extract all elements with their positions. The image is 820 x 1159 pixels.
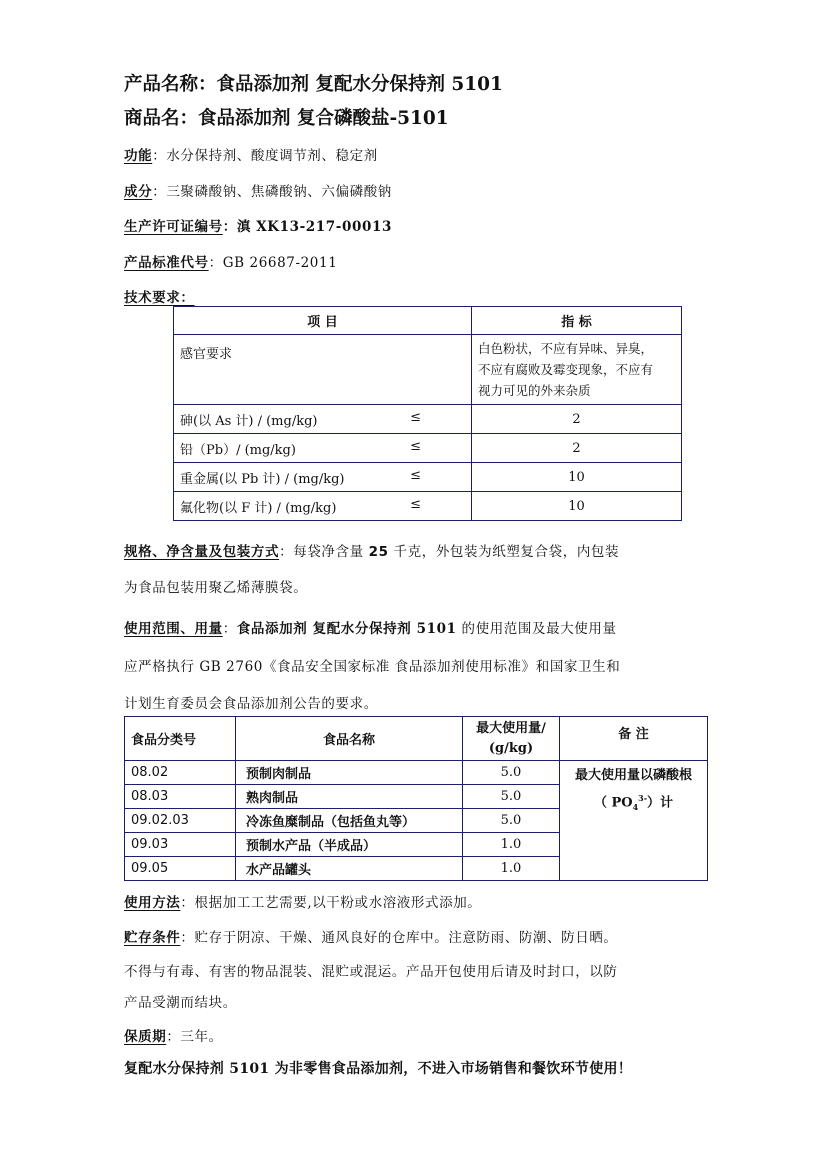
tech-row xyxy=(174,463,682,492)
storage-line-3: 产品受潮而结块。 xyxy=(124,995,237,1011)
tech-header-item: 项 目 xyxy=(174,307,472,335)
sensory-value-line: 视力可见的外来杂质 xyxy=(478,383,591,398)
license-line xyxy=(124,215,392,235)
usage-table xyxy=(124,716,708,881)
usage-row-value: 5.0 xyxy=(463,761,560,785)
tech-row-value: 2 xyxy=(472,405,682,434)
tech-row-cmp: ≤ xyxy=(410,409,421,425)
usage-note-sup: 3- xyxy=(638,793,648,803)
tech-row-item xyxy=(174,434,472,463)
tech-row-item-text: 氟化物(以 F 计) / (mg/kg) xyxy=(180,500,337,516)
product-name-title: 产品名称：食品添加剂 复配水分保持剂 5101 xyxy=(124,74,503,95)
shelf-life-label: 保质期 xyxy=(124,1029,167,1045)
tech-row-cmp: ≤ xyxy=(410,496,421,512)
packaging-text: 每袋净含量 xyxy=(293,544,364,560)
usage-row-name: 预制水产品（半成品） xyxy=(236,833,463,857)
usage-scope-line-3: 计划生育委员会食品添加剂公告的要求。 xyxy=(124,696,378,712)
tech-table-header xyxy=(174,307,682,335)
shelf-life-line xyxy=(124,1025,223,1045)
usage-row-value: 1.0 xyxy=(463,857,560,881)
usage-row-code: 08.02 xyxy=(125,761,236,785)
usage-scope-label: 使用范围、用量 xyxy=(124,621,223,637)
method-sep: ： xyxy=(180,895,195,911)
sensory-value-line: 不应有腐败及霉变现象，不应有 xyxy=(478,362,654,377)
usage-note-line xyxy=(566,787,701,818)
usage-row-code: 09.02.03 xyxy=(125,809,236,833)
license-label: 生产许可证编号 xyxy=(124,219,223,235)
sensory-value xyxy=(472,335,682,405)
usage-row xyxy=(125,761,708,785)
ingredients-value: 三聚磷酸钠、焦磷酸钠、六偏磷酸钠 xyxy=(166,184,392,200)
tech-row-value: 10 xyxy=(472,463,682,492)
tech-row-item-text: 砷(以 As 计) / (mg/kg) xyxy=(180,413,318,429)
standard-sep: ： xyxy=(208,255,223,271)
tech-row-item xyxy=(174,463,472,492)
packaging-text: 千克，外包装为纸塑复合袋，内包装 xyxy=(393,544,620,560)
tech-label-text: 技术要求： xyxy=(124,290,195,306)
packaging-label: 规格、净含量及包装方式 xyxy=(124,544,280,560)
usage-note-text: （ PO xyxy=(593,795,633,811)
usage-header-name: 食品名称 xyxy=(236,717,463,761)
usage-note-cell xyxy=(560,761,708,881)
usage-note-sub: 4 xyxy=(632,801,639,812)
function-value: 水分保持剂、酸度调节剂、稳定剂 xyxy=(166,148,378,164)
usage-row-name: 水产品罐头 xyxy=(236,857,463,881)
tech-row xyxy=(174,405,682,434)
method-line xyxy=(124,891,481,911)
tech-requirements-table xyxy=(173,306,682,521)
usage-note-text: ）计 xyxy=(647,795,674,811)
usage-note-line: 最大使用量以磷酸根 xyxy=(574,768,692,783)
storage-line-2: 不得与有毒、有害的物品混装、混贮或混运。产品开包使用后请及时封口，以防 xyxy=(124,964,618,980)
tech-row xyxy=(174,492,682,521)
license-value: 滇 XK13-217-00013 xyxy=(236,219,392,235)
tech-row xyxy=(174,434,682,463)
packaging-weight: 25 xyxy=(368,544,389,560)
standard-value: GB 26687-2011 xyxy=(222,255,338,271)
usage-header-max-line: (g/kg) xyxy=(488,740,534,756)
storage-label: 贮存条件 xyxy=(124,930,181,946)
usage-scope-sep: ： xyxy=(222,621,237,637)
usage-scope-text: 的使用范围及最大使用量 xyxy=(461,621,617,637)
usage-row-name: 冷冻鱼糜制品（包括鱼丸等） xyxy=(236,809,463,833)
tech-header-value: 指 标 xyxy=(472,307,682,335)
function-line xyxy=(124,144,378,164)
packaging-sep: ： xyxy=(279,544,294,560)
sensory-item: 感官要求 xyxy=(174,335,472,405)
ingredients-sep: ： xyxy=(152,184,167,200)
usage-row-value: 1.0 xyxy=(463,833,560,857)
standard-label: 产品标准代号 xyxy=(124,255,209,271)
usage-header-note: 备 注 xyxy=(560,717,708,761)
usage-row-value: 5.0 xyxy=(463,785,560,809)
usage-table-header xyxy=(125,717,708,761)
tech-label xyxy=(124,286,195,306)
function-label: 功能 xyxy=(124,148,153,164)
method-value: 根据加工工艺需要,以干粉或水溶液形式添加。 xyxy=(194,895,482,911)
usage-scope-line-2: 应严格执行 GB 2760《食品安全国家标准 食品添加剂使用标准》和国家卫生和 xyxy=(124,659,621,675)
license-sep: ： xyxy=(222,219,237,235)
tech-row-value: 2 xyxy=(472,434,682,463)
footer-notice: 复配水分保持剂 5101 为非零售食品添加剂，不进入市场销售和餐饮环节使用！ xyxy=(124,1061,633,1077)
tech-row-item xyxy=(174,405,472,434)
packaging-line-2: 为食品包装用聚乙烯薄膜袋。 xyxy=(124,580,308,596)
tech-row-sensory xyxy=(174,335,682,405)
ingredients-label: 成分 xyxy=(124,184,153,200)
trade-name-title: 商品名：食品添加剂 复合磷酸盐-5101 xyxy=(124,108,449,129)
tech-row-item-text: 重金属(以 Pb 计) / (mg/kg) xyxy=(180,471,345,487)
shelf-life-sep: ： xyxy=(166,1029,181,1045)
shelf-life-value: 三年。 xyxy=(180,1029,223,1045)
storage-text: 贮存于阴凉、干燥、通风良好的仓库中。注意防雨、防潮、防日晒。 xyxy=(194,930,618,946)
storage-line-1 xyxy=(124,926,618,946)
usage-row-name: 预制肉制品 xyxy=(236,761,463,785)
usage-header-code: 食品分类号 xyxy=(125,717,236,761)
tech-row-value: 10 xyxy=(472,492,682,521)
usage-scope-line-1 xyxy=(124,617,617,637)
method-label: 使用方法 xyxy=(124,895,181,911)
usage-row-code: 09.05 xyxy=(125,857,236,881)
usage-row-code: 08.03 xyxy=(125,785,236,809)
tech-row-cmp: ≤ xyxy=(410,467,421,483)
sensory-value-line: 白色粉状，不应有异味、异臭， xyxy=(478,341,654,356)
usage-row-name: 熟肉制品 xyxy=(236,785,463,809)
packaging-line-1 xyxy=(124,540,619,560)
storage-sep: ： xyxy=(180,930,195,946)
usage-row-value: 5.0 xyxy=(463,809,560,833)
usage-scope-product: 食品添加剂 复配水分保持剂 5101 xyxy=(236,621,457,637)
tech-row-item xyxy=(174,492,472,521)
usage-header-max-line: 最大使用量/ xyxy=(476,720,546,736)
tech-row-item-text: 铅（Pb）/ (mg/kg) xyxy=(180,442,296,458)
usage-row-code: 09.03 xyxy=(125,833,236,857)
function-sep: ： xyxy=(152,148,167,164)
ingredients-line xyxy=(124,180,392,200)
usage-header-max xyxy=(463,717,560,761)
tech-row-cmp: ≤ xyxy=(410,438,421,454)
standard-line xyxy=(124,251,337,271)
